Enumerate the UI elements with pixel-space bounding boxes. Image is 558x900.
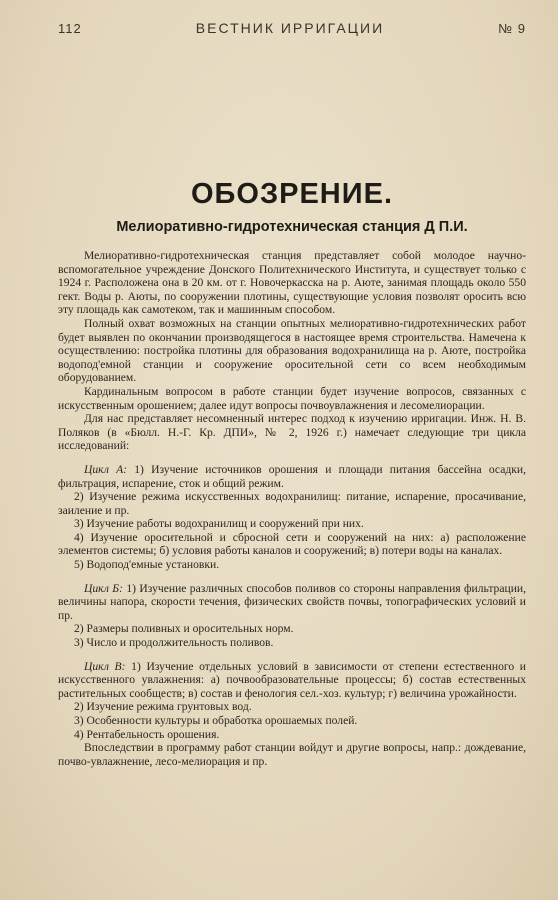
paragraph-closing: Впоследствии в программу работ станции войдут и другие вопросы, напр.: дождевание, почво-увлажнение, лесо-мелиорация и пр.: [58, 741, 526, 768]
article-title: Мелиоративно-гидротехническая станция Д П.И.: [116, 219, 468, 235]
cycle-a-item: 4) Изучение оросительной и сбросной сети и сооружений на них: а) расположение элементов системы; б) условия работы каналов и сооружений; в) потери воды на каналах.: [58, 530, 526, 558]
paragraph-approach: Для нас представляет несомненный интерес подход к изучению ирригации. Инж. Н. В. Поляков (в «Бюлл. Н.-Г. Кр. ДПИ», № 2, 1926 г.) намечает следующие три цикла исследований:: [58, 412, 526, 453]
cycle-a-item: Цикл А: 1) Изучение источников орошения и площади питания бассейна осадки, фильтрация, испарение, сток и общий режим.: [58, 462, 526, 490]
page-number: 112: [58, 21, 82, 36]
paragraph-cardinal: Кардинальным вопросом в работе станции будет изучение вопросов, связанных с искусственным орошением; далее идут вопросы почвоувлажнения и лесомелиорации.: [58, 384, 526, 412]
cycle-a-item: 3) Изучение работы водохранилищ и сооружений при них.: [74, 517, 364, 531]
section-title: ОБОЗРЕНИЕ.: [191, 178, 393, 210]
cycle-v-label: Цикл В:: [84, 659, 126, 673]
cycle-v-item: 4) Рентабельность орошения.: [74, 727, 220, 741]
cycle-v-item: 2) Изучение режима грунтовых вод.: [74, 700, 252, 714]
cycle-a-item: 5) Водопод'емные установки.: [74, 558, 220, 572]
cycle-a-item: 2) Изучение режима искусственных водохранилищ: питание, испарение, просачивание, заиление и пр.: [58, 490, 526, 517]
article-body: [58, 249, 526, 768]
cycle-b-item: 3) Число и продолжительность поливов.: [74, 636, 274, 650]
cycle-a-label: Цикл А:: [84, 462, 128, 476]
cycle-b-item: 2) Размеры поливных и оросительных норм.: [74, 622, 294, 636]
cycle-b-item: Цикл Б: 1) Изучение различных способов поливов со стороны направления фильтрации, величины напора, скорости течения, физических свойств почвы, топографических условий и пр.: [58, 581, 527, 622]
paragraph-scope: Полный охват возможных на станции опытных мелиоративно-гидротехнических работ будет выявлен по окончании производящегося в настоящее время строительства. Намечена к осуществлению: постройка плотины для образования водохранилища на р. Аюте, постройка водопод'емной станции и сооружение оросительной сети со всем необходимым оборудованием.: [58, 316, 526, 385]
cycle-v-item: Цикл В: 1) Изучение отдельных условий в зависимости от степени естественного и искусственного увлажнения: а) почвообразовательные процессы; б) состав естественных растительных сообществ; в) состав и фенология сел.-хоз. культур; г) величина урожайности.: [58, 659, 526, 700]
cycle-b-label: Цикл Б:: [84, 581, 123, 595]
running-header: [58, 20, 526, 36]
journal-title: ВЕСТНИК ИРРИГАЦИИ: [195, 20, 385, 36]
issue-number: № 9: [498, 21, 526, 36]
cycle-v-item: 3) Особенности культуры и обработка орошаемых полей.: [74, 714, 358, 727]
paragraph-intro: Мелиоративно-гидротехническая станция представляет собой молодое научно-вспомогательное учреждение Донского Политехнического Института, и существует только с 1924 г. Расположена она в 20 км. от г. Новочеркасска на р. Аюте, занимая площадь около 550 гект. Воды р. Аюты, по сооружении плотины, существующие условия позволят оросить всю эту площадь как самотеком, так и машинным способом.: [58, 249, 526, 317]
